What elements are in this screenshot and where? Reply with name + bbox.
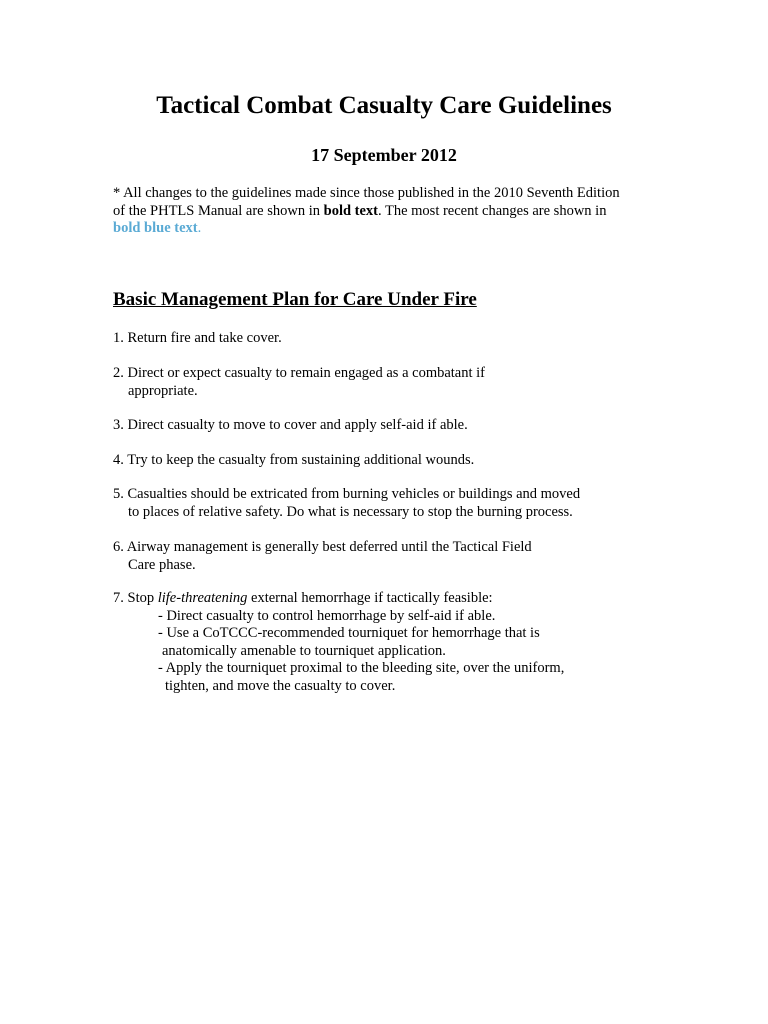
note-line-1: * All changes to the guidelines made since those published in the 2010 Seventh Edition xyxy=(113,185,620,201)
list-item-line: 5. Casualties should be extricated from burning vehicles or buildings and moved xyxy=(113,486,581,502)
item7-sub-2-line-2: anatomically amenable to tourniquet application. xyxy=(162,642,446,659)
item7-prefix: 7. Stop xyxy=(113,590,158,606)
document-title: Tactical Combat Casualty Care Guidelines xyxy=(156,92,612,119)
list-item-line: 4. Try to keep the casualty from sustaining additional wounds. xyxy=(113,452,475,468)
list-item-line: 6. Airway management is generally best deferred until the Tactical Field xyxy=(113,539,532,555)
list-item-line: to places of relative safety. Do what is necessary to stop the burning process. xyxy=(128,503,573,520)
list-item-line: Care phase. xyxy=(128,556,196,573)
list-item-line: appropriate. xyxy=(128,382,198,399)
list-item-5 xyxy=(113,486,673,521)
item7-italic: life-threatening xyxy=(157,590,248,606)
list-item-3 xyxy=(113,417,673,435)
note-bold-text: bold text xyxy=(323,202,378,219)
list-item-4 xyxy=(113,452,673,470)
list-item-line: 1. Return fire and take cover. xyxy=(113,330,282,346)
changes-note xyxy=(113,185,653,238)
note-blue-period: . xyxy=(197,220,202,236)
list-item-line: 3. Direct casualty to move to cover and apply self-aid if able. xyxy=(113,417,468,433)
item7-sub-2-line-1: - Use a CoTCCC-recommended tourniquet for hemorrhage that is xyxy=(158,625,540,641)
item7-sub-3-line-2: tighten, and move the casualty to cover. xyxy=(165,677,396,694)
note-line-3 xyxy=(113,220,653,238)
list-item-7-heading xyxy=(113,590,673,608)
section-heading: Basic Management Plan for Care Under Fire xyxy=(113,289,477,310)
list-item-2 xyxy=(113,365,673,400)
list-item-line: 2. Direct or expect casualty to remain engaged as a combatant if xyxy=(113,365,486,381)
list-item-1 xyxy=(113,330,673,348)
note-blue-text: bold blue text xyxy=(113,220,198,236)
note-line-2 xyxy=(113,203,653,221)
item7-sub-1: - Direct casualty to control hemorrhage by self-aid if able. xyxy=(158,607,496,624)
document-date: 17 September 2012 xyxy=(311,145,457,165)
list-item-7 xyxy=(113,590,673,695)
note-line-2-b: . The most recent changes are shown in xyxy=(378,202,607,219)
note-line-2-a: of the PHTLS Manual are shown in xyxy=(113,202,324,219)
item7-suffix: external hemorrhage if tactically feasible: xyxy=(247,590,493,606)
list-item-6 xyxy=(113,539,673,574)
item7-sub-3-line-1: - Apply the tourniquet proximal to the bleeding site, over the uniform, xyxy=(158,660,565,676)
